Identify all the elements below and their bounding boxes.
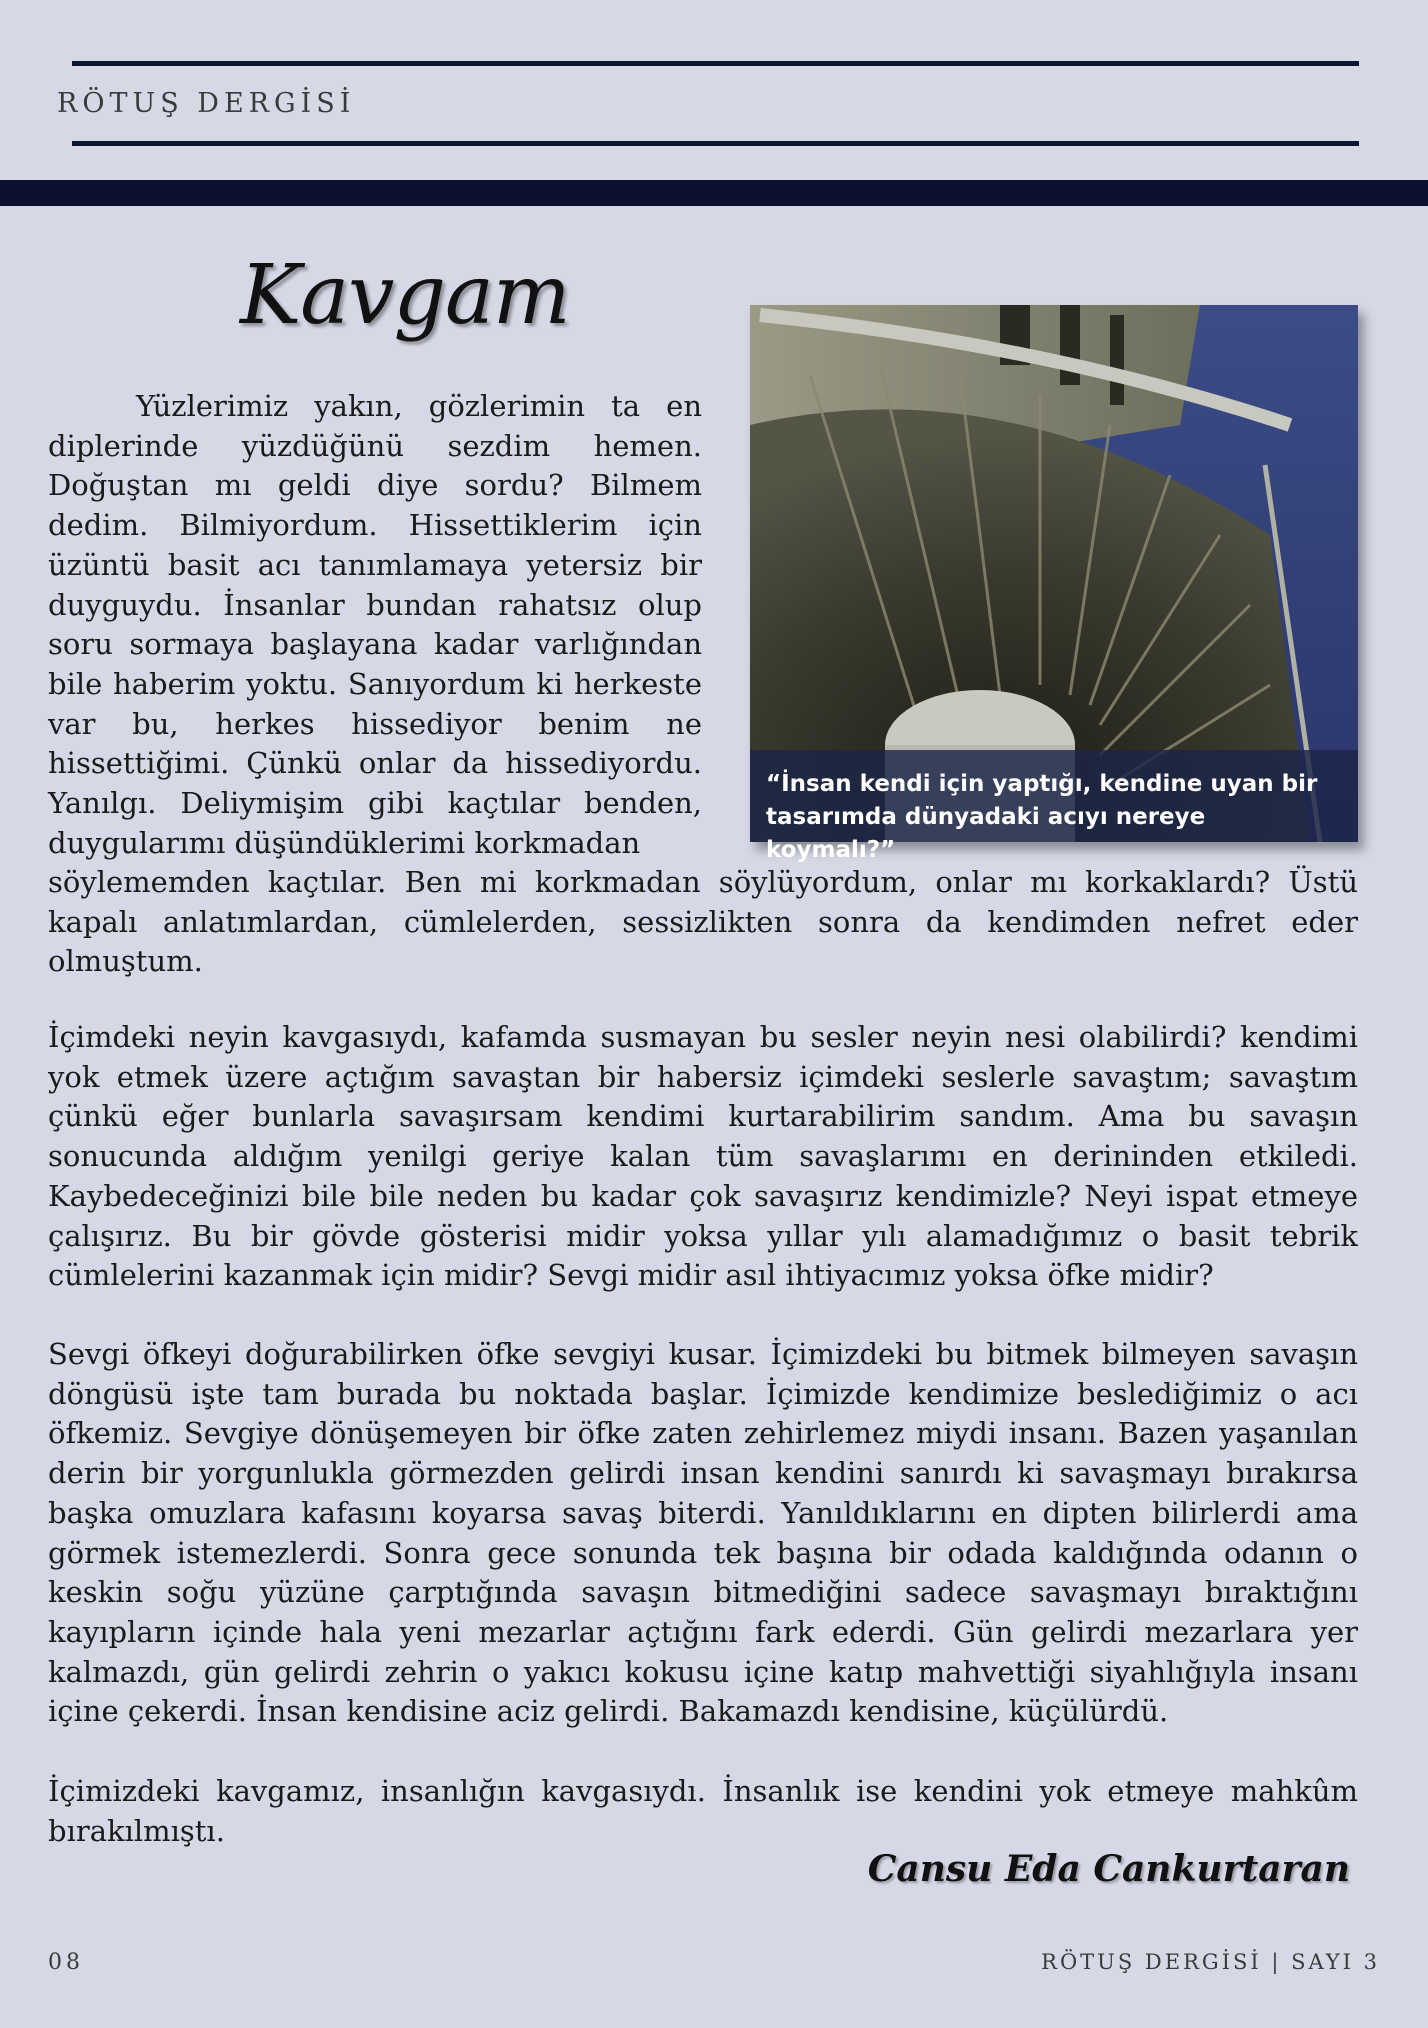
- text-line: diplerinde yüzdüğünü sezdim hemen.: [48, 428, 702, 463]
- text-line: Doğuştan mı geldi diye sordu? Bilmem: [48, 468, 702, 503]
- article-paragraph-1: [48, 387, 702, 863]
- text-line: duyguydu. İnsanlar bundan rahatsız olup: [48, 587, 702, 622]
- article-photo: [750, 305, 1358, 863]
- page-number: 08: [48, 1950, 84, 1975]
- author-signature: Cansu Eda Cankurtaran: [867, 1848, 1350, 1890]
- text-line: bile haberim yoktu. Sanıyordum ki herkeste: [48, 666, 702, 701]
- article-paragraph-1-continued: söylememden kaçtılar. Ben mi korkmadan söylüyordum, onlar mı korkaklardı? Üstü kapalı anlatımlardan, cümlelerden, sessizlikten sonra da kendimden nefret eder olmuştum.: [48, 865, 1358, 979]
- masthead: RÖTUŞ DERGİSİ: [57, 88, 356, 119]
- text-line: dedim. Bilmiyordum. Hissettiklerim için: [48, 508, 702, 543]
- header-band: [0, 180, 1428, 206]
- text-line: duygularımı düşündüklerimi korkmadan: [48, 825, 641, 860]
- footer-issue: RÖTUŞ DERGİSİ | SAYI 3: [1041, 1950, 1380, 1974]
- text-line: Yüzlerimiz yakın, gözlerimin ta en: [136, 389, 702, 423]
- article-paragraph-3: Sevgi öfkeyi doğurabilirken öfke sevgiyi kusar. İçimizdeki bu bitmek bilmeyen savaşın döngüsü işte tam burada bu noktada başlar. İçimizde kendimize beslediğimiz o acı öfkemiz. Sevgiye dönüşemeyen bir öfke zaten zehirlemez miydi insanı. Bazen yaşanılan derin bir yorgunlukla görmezden gelirdi insan kendini sanırdı ki savaşmayı bırakırsa başka omuzlara kafasını koyarsa savaş biterdi. Yanıldıklarını en dipten bilirlerdi ama görmek istemezlerdi. Sonra gece sonunda tek başına bir odada kaldığında odanın o keskin soğu yüzüne çarptığında savaşın bitmediğini sadece savaşmayı bıraktığını kayıpların içinde hala yeni mezarlar açtığını fark ederdi. Gün gelirdi mezarlara yer kalmazdı, gün gelirdi zehrin o yakıcı kokusu içine katıp mahvettiği siyahlığıyla insanı içine çekerdi. İnsan kendisine aciz gelirdi. Bakamazdı kendisine, küçülürdü.: [48, 1337, 1358, 1729]
- text-line: Yanılgı. Deliymişim gibi kaçtılar benden,: [48, 786, 702, 821]
- text-line: var bu, herkes hissediyor benim ne: [48, 706, 702, 741]
- article-paragraph-2: İçimdeki neyin kavgasıydı, kafamda susmayan bu sesler neyin nesi olabilirdi? kendimi yok etmek üzere açtığım savaştan bir habersiz içimdeki seslerle savaştım; savaştım çünkü eğer bunlarla savaşırsam kendimi kurtarabilirim sandım. Ama bu savaşın sonucunda aldığım yenilgi geriye kalan tüm savaşlarımı en derininden etkiledi. Kaybedeceğinizi bile bile neden bu kadar çok savaşırız kendimizle? Neyi ispat etmeye çalışırız. Bu bir gövde gösterisi midir yoksa yıllar yılı alamadığımız o basit tebrik cümlelerini kazanmak için midir? Sevgi midir asıl ihtiyacımız yoksa öfke midir?: [48, 1020, 1358, 1293]
- header-top-rule: [72, 61, 1359, 66]
- image-caption: “İnsan kendi için yaptığı, kendine uyan bir tasarımda dünyadaki acıyı nereye koymalı?”: [750, 750, 1358, 842]
- text-line: üzüntü basit acı tanımlamaya yetersiz bir: [48, 547, 702, 582]
- article-paragraph-4: İçimizdeki kavgamız, insanlığın kavgasıydı. İnsanlık ise kendini yok etmeye mahkûm bırakılmıştı.: [48, 1774, 1358, 1848]
- article-title: Kavgam: [240, 248, 570, 343]
- header-bottom-rule: [72, 141, 1359, 146]
- text-line: soru sormaya başlayana kadar varlığından: [48, 627, 702, 662]
- text-line: hissettiğimi. Çünkü onlar da hissediyordu.: [48, 746, 702, 781]
